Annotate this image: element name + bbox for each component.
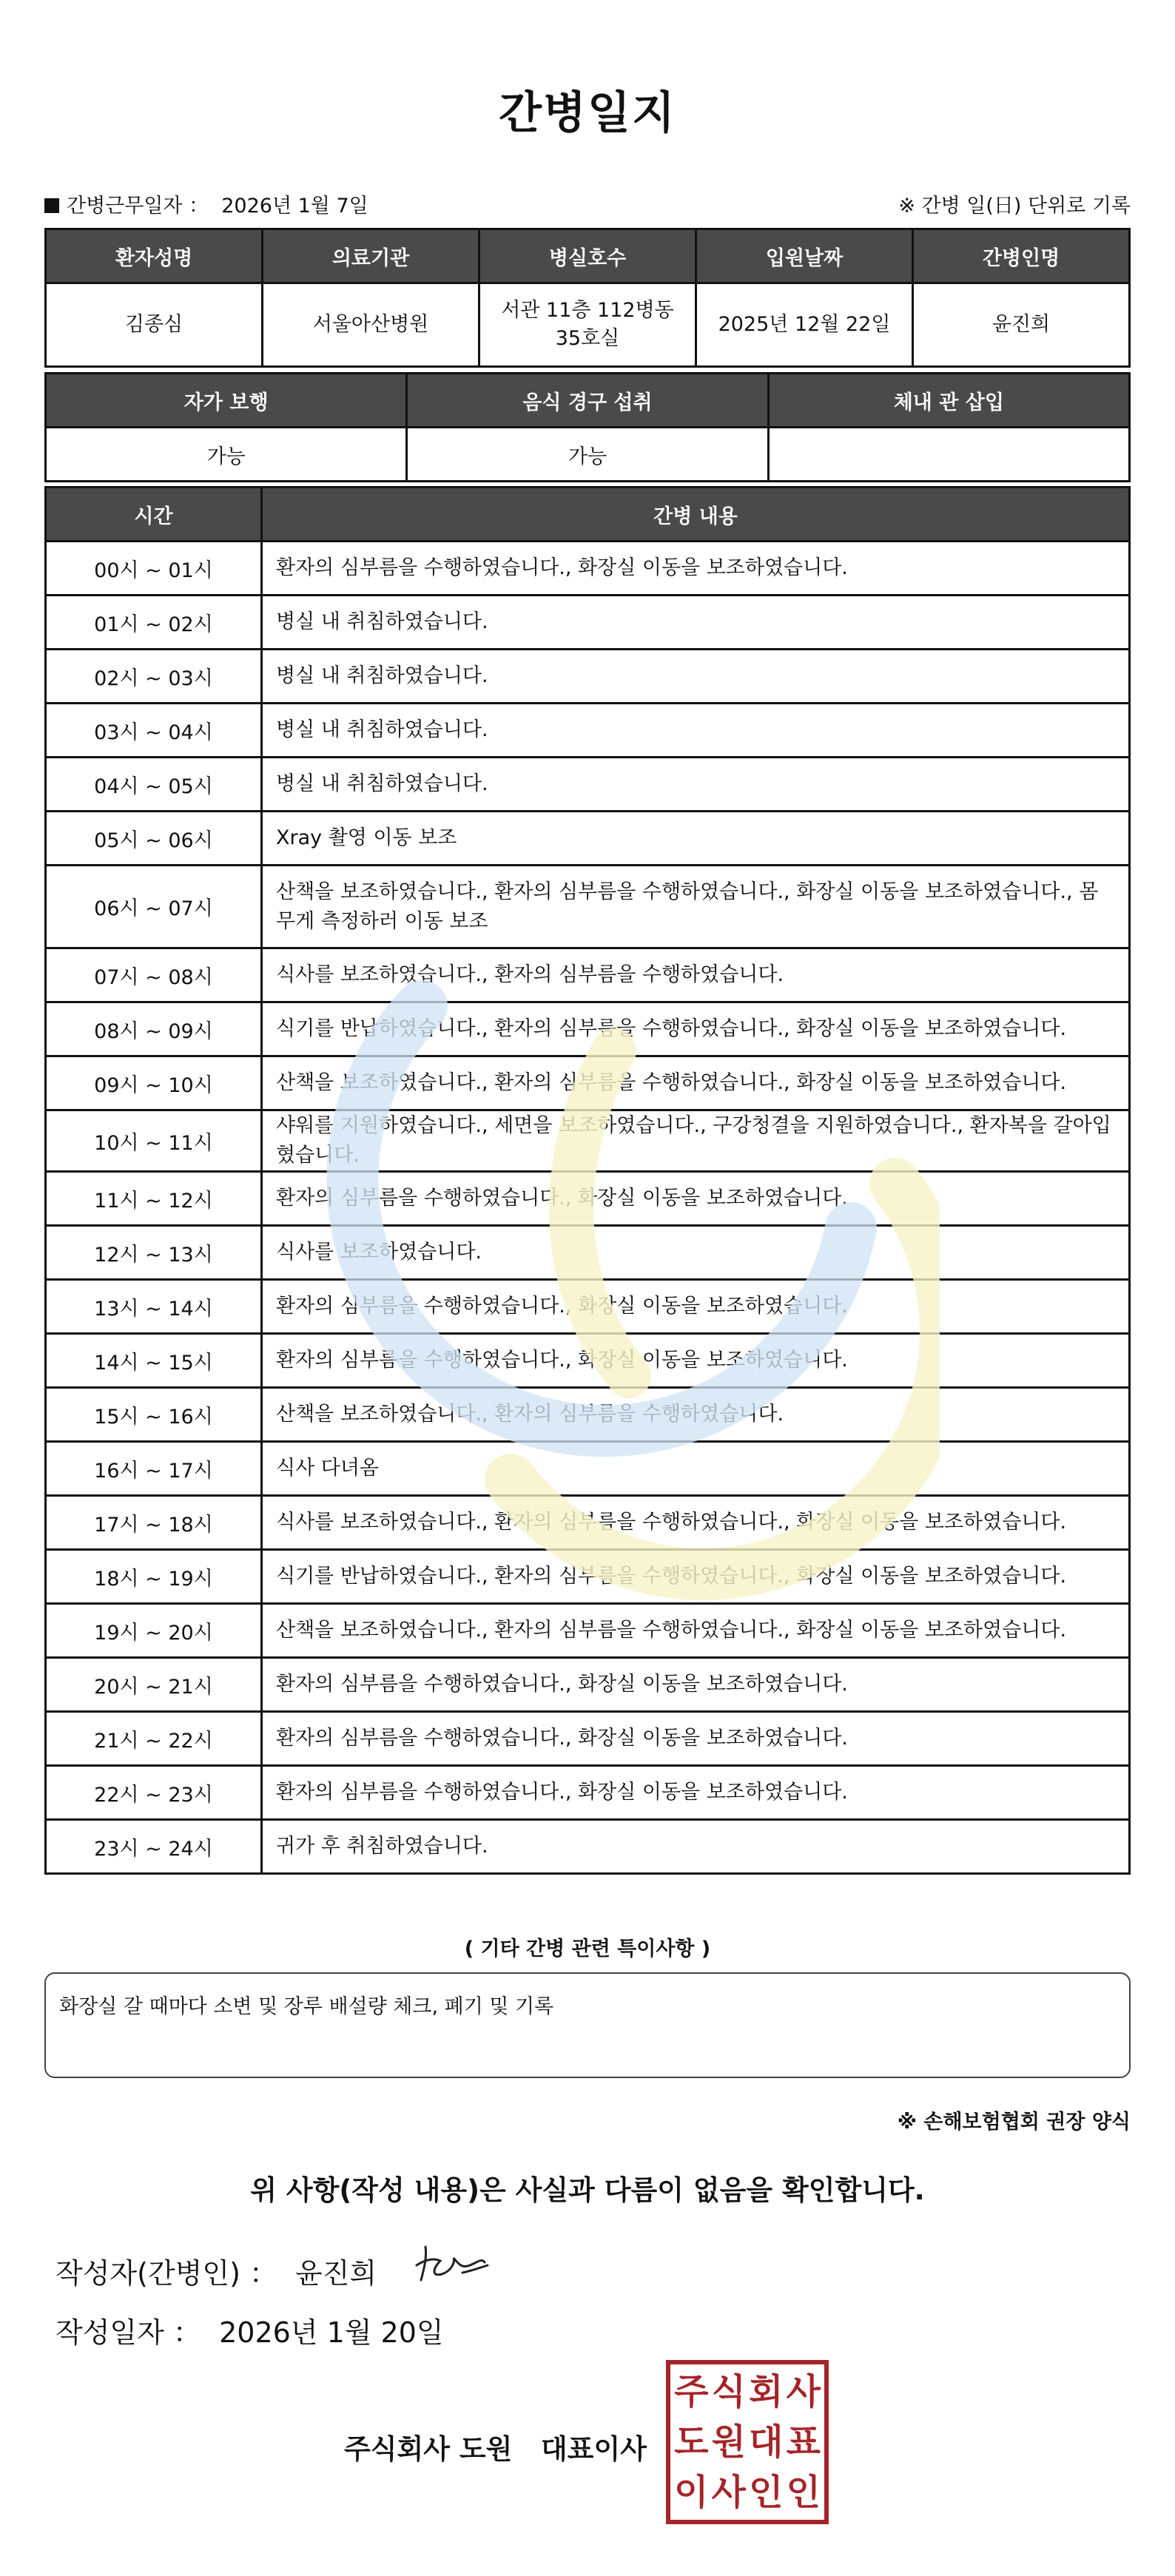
time-cell: 01시 ~ 02시 (46, 596, 262, 650)
time-cell: 07시 ~ 08시 (46, 948, 262, 1002)
page-title: 간병일지 (499, 87, 676, 139)
header-hospital: 의료기관 (263, 229, 479, 283)
time-cell: 08시 ~ 09시 (46, 1002, 262, 1056)
unit-note: ※ 간병 일(日) 단위로 기록 (898, 195, 1131, 218)
care-content-cell: 환자의 심부름을 수행하였습니다., 화장실 이동을 보조하였습니다. (262, 1280, 1130, 1334)
header-room: 병실호수 (479, 229, 696, 283)
time-cell: 03시 ~ 04시 (46, 704, 262, 758)
written-date-label: 작성일자 ： (55, 2316, 201, 2349)
header-care-content: 간병 내용 (262, 488, 1130, 542)
care-content-cell: 산책을 보조하였습니다., 환자의 심부름을 수행하였습니다., 화장실 이동을 보조하였습니다., 몸무게 측정하러 이동 보조 (262, 866, 1130, 948)
header-tube-insertion: 체내 관 삽입 (768, 374, 1129, 428)
stamp-char: 식 (711, 2371, 746, 2413)
care-content-cell: 환자의 심부름을 수행하였습니다., 화장실 이동을 보조하였습니다. (262, 1658, 1130, 1712)
table-row (46, 812, 1130, 866)
time-cell: 12시 ~ 13시 (46, 1226, 262, 1280)
table-row (46, 650, 1130, 704)
company-title: 대표이사 (541, 2433, 647, 2465)
stamp-char: 대 (749, 2421, 784, 2463)
time-cell: 19시 ~ 20시 (46, 1604, 262, 1658)
care-date (44, 189, 368, 218)
notes-box: 화장실 갈 때마다 소변 및 장루 배설량 체크, 폐기 및 기록 (44, 1972, 1131, 2078)
patient-ability-table (44, 372, 1131, 482)
time-cell: 23시 ~ 24시 (46, 1820, 262, 1874)
time-cell: 04시 ~ 05시 (46, 758, 262, 812)
table-row (46, 1550, 1130, 1604)
care-content-cell: 환자의 심부름을 수행하였습니다., 화장실 이동을 보조하였습니다. (262, 1172, 1130, 1226)
care-content-cell: 산책을 보조하였습니다., 환자의 심부름을 수행하였습니다., 화장실 이동을 보조하였습니다. (262, 1056, 1130, 1110)
room-number: 서관 11층 112병동 35호실 (479, 283, 696, 367)
care-content-cell: 식사를 보조하였습니다., 환자의 심부름을 수행하였습니다. (262, 948, 1130, 1002)
signature-icon (411, 2236, 499, 2287)
care-content-cell: 샤워를 지원하였습니다., 세면을 보조하였습니다., 구강청결을 지원하였습니다., 환자복을 갈아입혔습니다. (262, 1110, 1130, 1172)
stamp-char: 도 (674, 2421, 709, 2463)
care-log-body (46, 542, 1130, 1874)
stamp-char: 주 (674, 2371, 709, 2413)
care-log-table (44, 486, 1131, 1875)
oral-intake-value: 가능 (407, 428, 768, 482)
table-row (46, 1388, 1130, 1442)
table-row (46, 1604, 1130, 1658)
table-row (46, 948, 1130, 1002)
writer-name: 윤진희 (294, 2257, 377, 2290)
care-content-cell: 환자의 심부름을 수행하였습니다., 화장실 이동을 보조하였습니다. (262, 1766, 1130, 1820)
care-content-cell: 환자의 심부름을 수행하였습니다., 화장실 이동을 보조하였습니다. (262, 542, 1130, 596)
stamp-char: 인 (749, 2472, 784, 2513)
care-content-cell: 병실 내 취침하였습니다. (262, 596, 1130, 650)
admission-date: 2025년 12월 22일 (696, 283, 913, 367)
caregiver-name: 윤진희 (913, 283, 1130, 367)
table-row (46, 758, 1130, 812)
time-cell: 11시 ~ 12시 (46, 1172, 262, 1226)
written-date-value: 2026년 1월 20일 (219, 2316, 444, 2349)
time-cell: 22시 ~ 23시 (46, 1766, 262, 1820)
table-row (46, 1658, 1130, 1712)
care-content-cell: 식사를 보조하였습니다., 환자의 심부름을 수행하였습니다., 화장실 이동을 보조하였습니다. (262, 1496, 1130, 1550)
table-row (46, 1110, 1130, 1172)
time-cell: 10시 ~ 11시 (46, 1110, 262, 1172)
care-content-cell: 산책을 보조하였습니다., 환자의 심부름을 수행하였습니다. (262, 1388, 1130, 1442)
header-caregiver: 간병인명 (913, 229, 1130, 283)
table-row (46, 1056, 1130, 1110)
time-cell: 05시 ~ 06시 (46, 812, 262, 866)
company-seal-stamp (666, 2360, 829, 2524)
care-content-cell: 귀가 후 취침하였습니다. (262, 1820, 1130, 1874)
table-row (46, 1334, 1130, 1388)
care-content-cell: 환자의 심부름을 수행하였습니다., 화장실 이동을 보조하였습니다. (262, 1712, 1130, 1766)
care-content-cell: Xray 촬영 이동 보조 (262, 812, 1130, 866)
time-cell: 02시 ~ 03시 (46, 650, 262, 704)
table-row (46, 1820, 1130, 1874)
time-cell: 00시 ~ 01시 (46, 542, 262, 596)
care-content-cell: 식사를 보조하였습니다. (262, 1226, 1130, 1280)
time-cell: 14시 ~ 15시 (46, 1334, 262, 1388)
time-cell: 09시 ~ 10시 (46, 1056, 262, 1110)
care-content-cell: 산책을 보조하였습니다., 환자의 심부름을 수행하였습니다., 화장실 이동을 보조하였습니다. (262, 1604, 1130, 1658)
self-walking-value: 가능 (46, 428, 407, 482)
stamp-char: 사 (711, 2472, 746, 2513)
table-row (46, 1712, 1130, 1766)
care-content-cell: 식사 다녀옴 (262, 1442, 1130, 1496)
time-cell: 15시 ~ 16시 (46, 1388, 262, 1442)
table-row (46, 1766, 1130, 1820)
notes-title: ( 기타 간병 관련 특이사항 ) (464, 1938, 711, 1960)
time-cell: 18시 ~ 19시 (46, 1550, 262, 1604)
time-cell: 13시 ~ 14시 (46, 1280, 262, 1334)
care-date-value: 2026년 1월 7일 (221, 195, 368, 218)
header-admission-date: 입원날짜 (696, 229, 913, 283)
time-cell: 17시 ~ 18시 (46, 1496, 262, 1550)
table-row (46, 1226, 1130, 1280)
company-name: 주식회사 도원 (344, 2433, 513, 2465)
table-row (46, 542, 1130, 596)
care-date-label: 간병근무일자 ： (67, 195, 209, 218)
time-cell: 06시 ~ 07시 (46, 866, 262, 948)
stamp-char: 회 (749, 2371, 784, 2413)
care-content-cell: 환자의 심부름을 수행하였습니다., 화장실 이동을 보조하였습니다. (262, 1334, 1130, 1388)
care-content-cell: 식기를 반납하였습니다., 환자의 심부름을 수행하였습니다., 화장실 이동을 보조하였습니다. (262, 1002, 1130, 1056)
table-row (46, 1280, 1130, 1334)
table-row (46, 1442, 1130, 1496)
patient-name: 김종심 (46, 283, 263, 367)
written-date-line (55, 2310, 444, 2350)
time-cell: 20시 ~ 21시 (46, 1658, 262, 1712)
time-cell: 21시 ~ 22시 (46, 1712, 262, 1766)
table-row (46, 1002, 1130, 1056)
stamp-char: 인 (786, 2472, 821, 2513)
source-note: ※ 손해보험협회 권장 양식 (897, 2111, 1131, 2134)
table-row (46, 596, 1130, 650)
table-row (46, 704, 1130, 758)
stamp-char: 사 (786, 2371, 821, 2413)
header-oral-intake: 음식 경구 섭취 (407, 374, 768, 428)
table-row (46, 1172, 1130, 1226)
time-cell: 16시 ~ 17시 (46, 1442, 262, 1496)
header-time: 시간 (46, 488, 262, 542)
care-content-cell: 병실 내 취침하였습니다. (262, 758, 1130, 812)
writer-line (55, 2250, 377, 2291)
stamp-char: 이 (674, 2472, 709, 2513)
confirmation-statement: 위 사항(작성 내용)은 사실과 다름이 없음을 확인합니다. (250, 2174, 925, 2206)
stamp-char: 원 (711, 2421, 746, 2463)
patient-info-table (44, 228, 1131, 368)
table-row (46, 866, 1130, 948)
writer-label: 작성자(간병인) ： (55, 2257, 277, 2290)
table-row (46, 1496, 1130, 1550)
care-content-cell: 병실 내 취침하였습니다. (262, 704, 1130, 758)
care-content-cell: 식기를 반납하였습니다., 환자의 심부름을 수행하였습니다., 화장실 이동을 보조하였습니다. (262, 1550, 1130, 1604)
header-patient-name: 환자성명 (46, 229, 263, 283)
square-bullet-icon (44, 198, 59, 213)
tube-insertion-value (768, 428, 1129, 482)
stamp-char: 표 (786, 2421, 821, 2463)
hospital-name: 서울아산병원 (263, 283, 479, 367)
company-line (344, 2427, 647, 2467)
care-content-cell: 병실 내 취침하였습니다. (262, 650, 1130, 704)
header-self-walking: 자가 보행 (46, 374, 407, 428)
